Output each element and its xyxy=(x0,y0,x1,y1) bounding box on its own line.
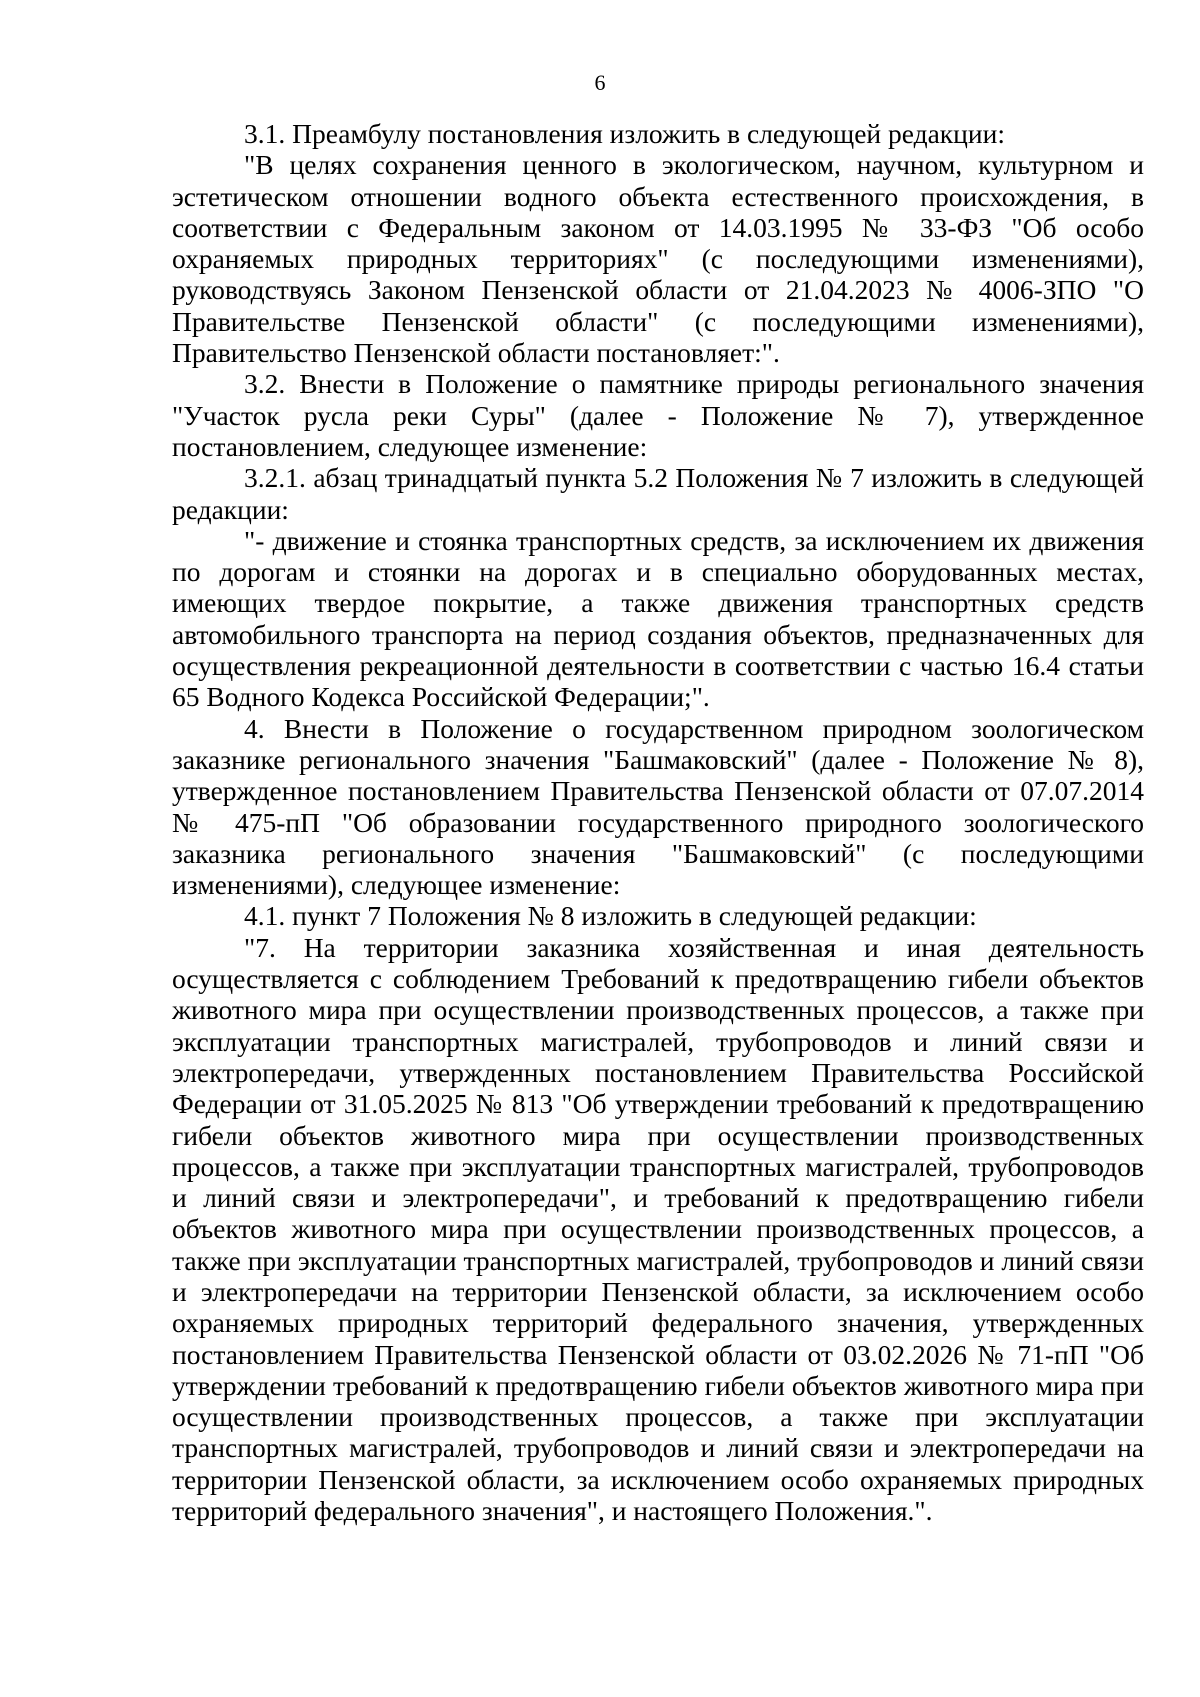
paragraph-preamble-text: "В целях сохранения ценного в экологическом, научном, культурном и эстетическом отношении водного объекта естественного происхождения, в соответствии с Федеральным законом от 14.03.1995 № 33-ФЗ "Об особо охраняемых природных территориях" (с последующими изменениями), руководствуясь Законом Пензенской области от 21.04.2023 № 4006-ЗПО "О Правительстве Пензенской области" (с последующими изменениями), Правительство Пензенской области постановляет:". xyxy=(172,149,1144,369)
paragraph-4: 4. Внести в Положение о государственном природном зоологическом заказнике регионального значения "Башмаковский" (далее - Положение № 8), утвержденное постановлением Правительства Пензенской области от 07.07.2014 № 475-пП "Об образовании государственного природного зоологического заказника регионального значения "Башмаковский" (с последующими изменениями), следующее изменение: xyxy=(172,712,1144,901)
paragraph-3-1: 3.1. Преамбулу постановления изложить в следующей редакции: xyxy=(244,118,1005,149)
page-number: 6 xyxy=(594,70,606,95)
document-body xyxy=(172,118,1144,1526)
paragraph-item-7-text: "7. На территории заказника хозяйственная и иная деятельность осуществляется с соблюдением Требований к предотвращению гибели объектов животного мира при осуществлении производственных процессов, а также при эксплуатации транспортных магистралей, трубопроводов и линий связи и электропередачи, утвержденных постановлением Правительства Российской Федерации от 31.05.2025 № 813 "Об утверждении требований к предотвращению гибели объектов животного мира при осуществлении производственных процессов, а также при эксплуатации транспортных магистралей, трубопроводов и линий связи и электропередачи", и требований к предотвращению гибели объектов животного мира при осуществлении производственных процессов, а также при эксплуатации транспортных магистралей, трубопроводов и линий связи и электропередачи на территории Пензенской области, за исключением особо охраняемых природных территорий федерального значения, утвержденных постановлением Правительства Пензенской области от 03.02.2026 № 71-пП "Об утверждении требований к предотвращению гибели объектов животного мира при осуществлении производственных процессов, а также при эксплуатации транспортных магистралей, трубопроводов и линий связи и электропередачи на территории Пензенской области, за исключением особо охраняемых природных территорий федерального значения", и настоящего Положения.". xyxy=(172,931,1144,1527)
paragraph-3-2: 3.2. Внести в Положение о памятнике природы регионального значения "Участок русла реки Суры" (далее - Положение № 7), утвержденное постановлением, следующее изменение: xyxy=(172,368,1144,462)
paragraph-3-2-1: 3.2.1. абзац тринадцатый пункта 5.2 Положения № 7 изложить в следующей редакции: xyxy=(172,462,1144,525)
paragraph-4-1: 4.1. пункт 7 Положения № 8 изложить в следующей редакции: xyxy=(244,900,977,932)
paragraph-movement-text: "- движение и стоянка транспортных средств, за исключением их движения по дорогам и стоянки на дорогах и в специально оборудованных местах, имеющих твердое покрытие, а также движения транспортных средств автомобильного транспорта на период создания объектов, предназначенных для осуществления рекреационной деятельности в соответствии с частью 16.4 статьи 65 Водного Кодекса Российской Федерации;". xyxy=(172,524,1144,713)
